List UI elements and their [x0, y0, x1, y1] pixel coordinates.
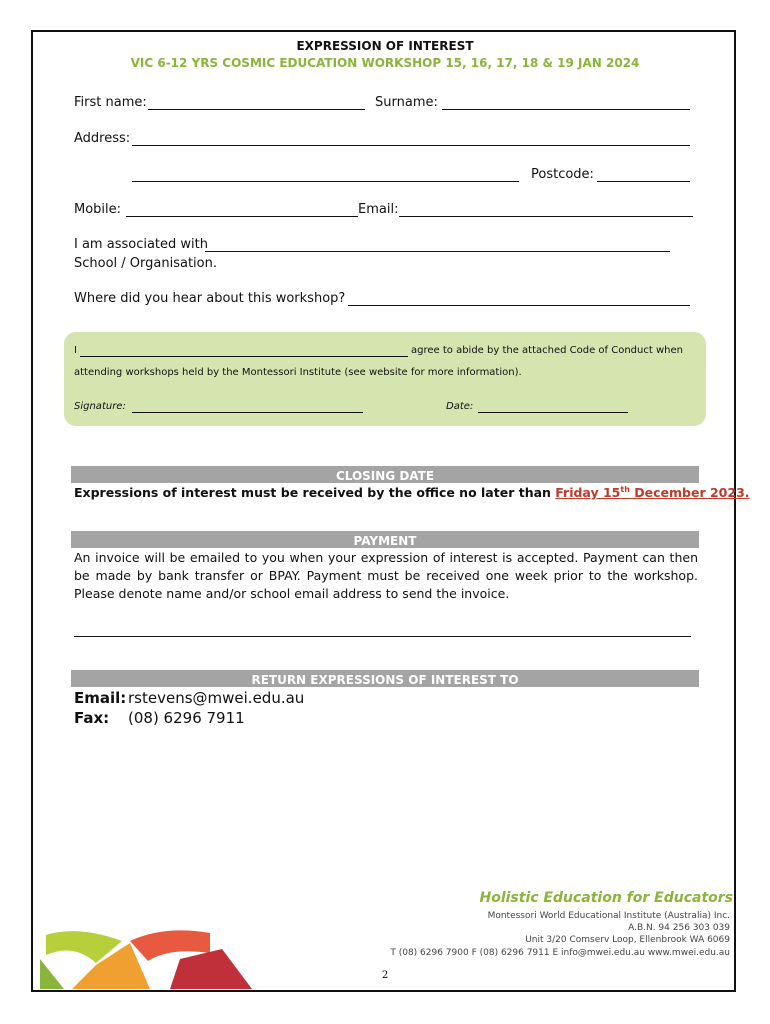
- surname-field[interactable]: [442, 109, 690, 110]
- org-address: Unit 3/20 Comserv Loop, Ellenbrook WA 6069: [525, 935, 730, 945]
- logo-red-shape: [170, 949, 252, 989]
- page-title: EXPRESSION OF INTEREST: [296, 39, 474, 53]
- org-contact: T (08) 6296 7900 F (08) 6296 7911 E info@mwei.edu.au www.mwei.edu.au: [390, 948, 730, 958]
- closing-deadline: [555, 485, 749, 500]
- invoice-email-field[interactable]: [74, 636, 691, 637]
- address-field[interactable]: [132, 145, 690, 146]
- logo-dark-green-shape: [40, 959, 64, 989]
- date-label: Date:: [446, 401, 474, 412]
- associated-label: I am associated with: [74, 237, 208, 252]
- signature-field[interactable]: [132, 412, 363, 413]
- conduct-name-prefix: I: [74, 345, 77, 356]
- org-abn: A.B.N. 94 256 303 039: [628, 923, 730, 933]
- conduct-statement: attending workshops held by the Montessori Institute (see website for more information).: [74, 367, 522, 378]
- organisation-field[interactable]: [205, 251, 670, 252]
- payment-heading: PAYMENT: [71, 531, 699, 548]
- address-label: Address:: [74, 131, 131, 146]
- deadline-day: Friday 15: [555, 485, 621, 501]
- deadline-suffix: th: [620, 485, 630, 494]
- closing-date-statement: Expressions of interest must be received by the office no later than: [74, 485, 551, 501]
- first-name-field[interactable]: [148, 109, 365, 110]
- return-email-label: Email:: [74, 689, 127, 707]
- return-email-value[interactable]: rstevens@mwei.edu.au: [128, 689, 305, 707]
- email-label: Email:: [358, 202, 399, 217]
- mobile-field[interactable]: [126, 216, 358, 217]
- org-name: Montessori World Educational Institute (Australia) Inc.: [487, 911, 730, 921]
- payment-text: An invoice will be emailed to you when your expression of interest is accepted. Payment can then be made by bank transfer or BPAY. Payment must be received one week prior to the workshop. Please denote name and/or school email address to send the invoice.: [74, 550, 698, 601]
- closing-date-heading: CLOSING DATE: [71, 466, 699, 483]
- return-heading: RETURN EXPRESSIONS OF INTEREST TO: [71, 670, 699, 687]
- workshop-subtitle: VIC 6-12 YRS COSMIC EDUCATION WORKSHOP 15, 16, 17, 18 & 19 JAN 2024: [130, 56, 640, 70]
- mwei-logo: [38, 925, 258, 989]
- mobile-label: Mobile:: [74, 202, 122, 217]
- return-fax-value: (08) 6296 7911: [128, 709, 245, 727]
- first-name-label: First name:: [74, 95, 147, 110]
- brand-tagline: Holistic Education for Educators: [479, 890, 733, 906]
- postcode-field[interactable]: [597, 181, 690, 182]
- page-border: [31, 30, 736, 992]
- date-field[interactable]: [478, 412, 628, 413]
- page-number: 2: [381, 970, 389, 981]
- email-field[interactable]: [399, 216, 693, 217]
- return-fax-label: Fax:: [74, 709, 110, 727]
- hear-about-label: Where did you hear about this workshop?: [74, 291, 346, 306]
- closing-date-text: [74, 485, 750, 500]
- organisation-label: School / Organisation.: [74, 256, 217, 271]
- conduct-name-field[interactable]: [80, 356, 408, 357]
- address-field-line-2[interactable]: [132, 181, 519, 182]
- hear-about-field[interactable]: [348, 305, 690, 306]
- deadline-month-year: December 2023.: [629, 485, 750, 501]
- surname-label: Surname:: [375, 95, 438, 110]
- postcode-label: Postcode:: [531, 167, 594, 182]
- signature-label: Signature:: [74, 401, 126, 412]
- conduct-agree-text: agree to abide by the attached Code of Conduct when: [411, 345, 683, 356]
